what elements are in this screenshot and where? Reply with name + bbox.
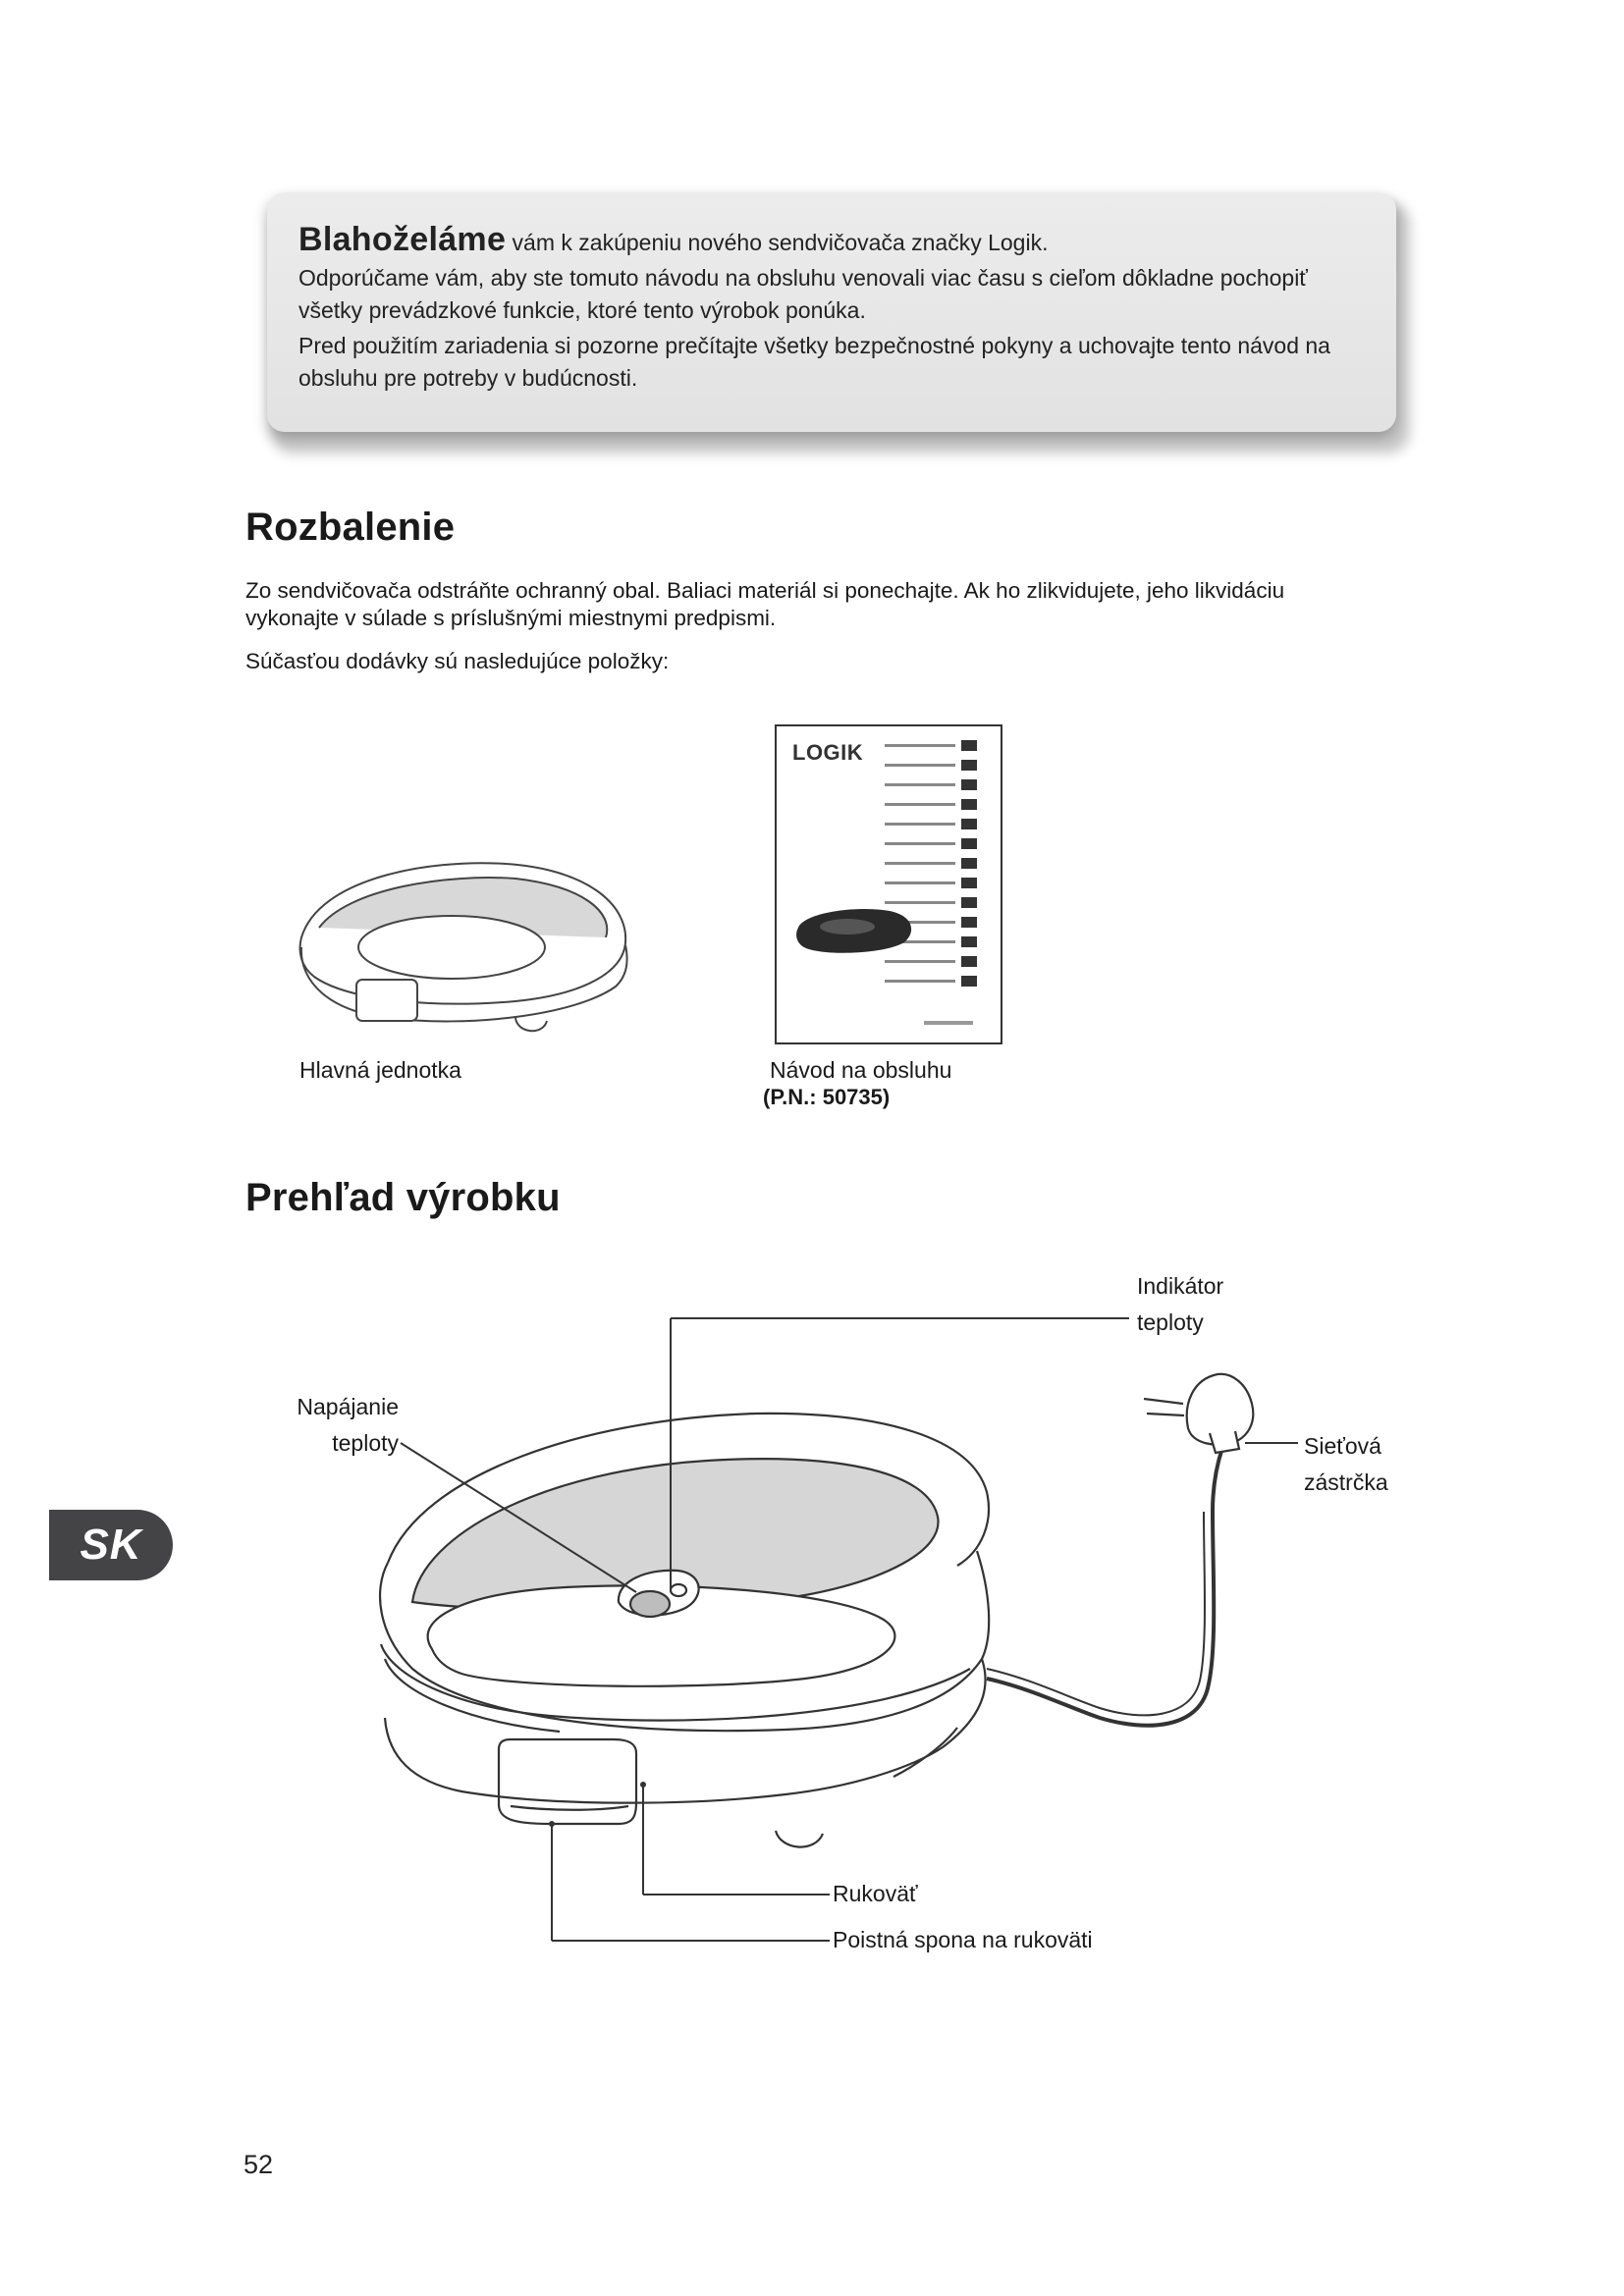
intro-paragraph-1 xyxy=(298,221,1369,259)
label-temperature-indicator-line1: Indikátor xyxy=(1137,1273,1224,1299)
label-power-plug-line1: Sieťová xyxy=(1304,1433,1381,1459)
label-temperature-indicator-line2: teploty xyxy=(1137,1309,1204,1335)
intro-text xyxy=(298,221,1369,398)
included-items-intro: Súčasťou dodávky sú nasledujúce položky: xyxy=(245,649,670,673)
language-tab-sk: SK xyxy=(49,1510,173,1580)
caption-main-unit: Hlavná jednotka xyxy=(299,1057,461,1083)
caption-manual: Návod na obsluhu xyxy=(770,1057,952,1083)
section-heading-unpacking: Rozbalenie xyxy=(245,506,456,549)
intro-paragraph-3: Pred použitím zariadenia si pozorne prečítajte všetky bezpečnostné pokyny a uchovajte tento návod na obsluhu pre potreby v budúcnosti. xyxy=(298,333,1330,391)
label-temperature-indicator xyxy=(1137,1268,1223,1341)
product-overview-diagram xyxy=(0,1256,1624,2002)
page-number: 52 xyxy=(244,2150,274,2179)
unpacking-line-1: Zo sendvičovača odstráňte ochranný obal. Baliaci materiál si ponechajte. Ak ho zlikvidujete, jeho likvidáciu xyxy=(245,578,1285,603)
intro-lead: Blahoželáme xyxy=(298,221,507,258)
main-unit-illustration xyxy=(290,849,653,1045)
unpacking-paragraph xyxy=(245,577,1404,632)
caption-part-number: (P.N.: 50735) xyxy=(763,1085,891,1109)
label-power-plug xyxy=(1304,1428,1388,1501)
label-handle-clip: Poistná spona na rukoväti xyxy=(833,1927,1093,1952)
manual-cover-graphic xyxy=(777,726,1001,1042)
unpacking-line-2: vykonajte v súlade s príslušnými miestnymi predpismi. xyxy=(245,606,777,630)
intro-paragraph-2: Odporúčame vám, aby ste tomuto návodu na obsluhu venovali viac času s cieľom dôkladne pochopiť všetky prevádzkové funkcie, ktoré tento výrobok ponúka. xyxy=(298,265,1308,323)
section-heading-overview: Prehľad výrobku xyxy=(245,1176,561,1219)
manual-logo: LOGIK xyxy=(792,740,864,765)
label-power-line2: teploty xyxy=(332,1430,399,1456)
label-power xyxy=(287,1389,399,1462)
intro-lead-rest: vám k zakúpeniu nového sendvičovača značky Logik. xyxy=(506,230,1049,255)
label-handle: Rukoväť xyxy=(833,1881,918,1906)
label-power-line1: Napájanie xyxy=(297,1394,399,1419)
manual-thumbnail xyxy=(775,724,1002,1044)
label-power-plug-line2: zástrčka xyxy=(1304,1469,1388,1495)
